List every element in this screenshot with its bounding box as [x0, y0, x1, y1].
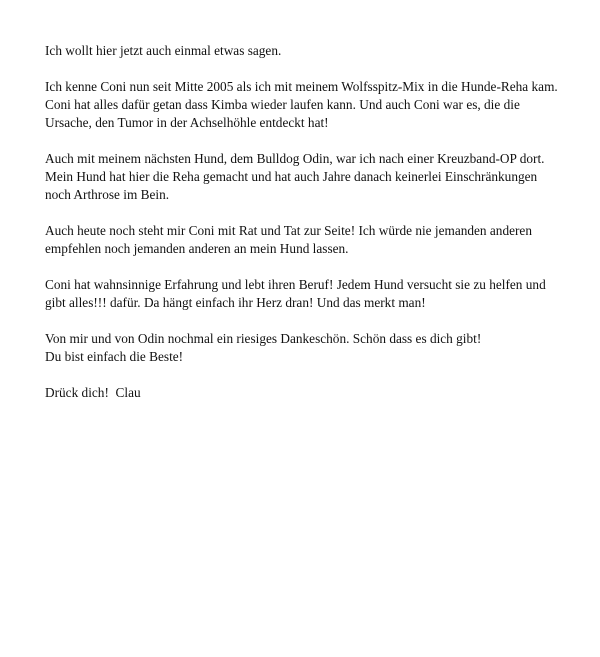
text-line: Auch heute noch steht mir Coni mit Rat und Tat zur Seite! Ich würde nie jemanden anderen [45, 223, 532, 238]
text-line: Coni hat wahnsinnige Erfahrung und lebt ihren Beruf! Jedem Hund versucht sie zu helfen und [45, 277, 546, 292]
text-line: Von mir und von Odin nochmal ein riesiges Dankeschön. Schön dass es dich gibt! [45, 331, 482, 346]
paragraph-signoff [45, 384, 590, 402]
text-line: Ursache, den Tumor in der Achselhöhle entdeckt hat! [45, 115, 329, 130]
paragraph-second-dog [45, 150, 590, 204]
paragraph-thanks [45, 330, 590, 366]
text-line: Mein Hund hat hier die Reha gemacht und hat auch Jahre danach keinerlei Einschränkungen [45, 169, 538, 184]
paragraph-support [45, 222, 590, 258]
letter-body [45, 42, 590, 420]
text-line: gibt alles!!! dafür. Da hängt einfach ihr Herz dran! Und das merkt man! [45, 295, 426, 310]
text-line: Ich wollt hier jetzt auch einmal etwas sagen. [45, 43, 282, 58]
text-line: Ich kenne Coni nun seit Mitte 2005 als ich mit meinem Wolfsspitz-Mix in die Hunde-Reha kam. [45, 79, 558, 94]
paragraph-intro [45, 42, 590, 60]
text-line: Du bist einfach die Beste! [45, 349, 184, 364]
signature-line: Drück dich! Clau [45, 385, 141, 400]
text-line: Auch mit meinem nächsten Hund, dem Bulldog Odin, war ich nach einer Kreuzband-OP dort. [45, 151, 545, 166]
text-line: noch Arthrose im Bein. [45, 187, 170, 202]
text-line: Coni hat alles dafür getan dass Kimba wieder laufen kann. Und auch Coni war es, die die [45, 97, 520, 112]
text-line: empfehlen noch jemanden anderen an mein Hund lassen. [45, 241, 349, 256]
paragraph-history [45, 78, 590, 132]
paragraph-experience [45, 276, 590, 312]
